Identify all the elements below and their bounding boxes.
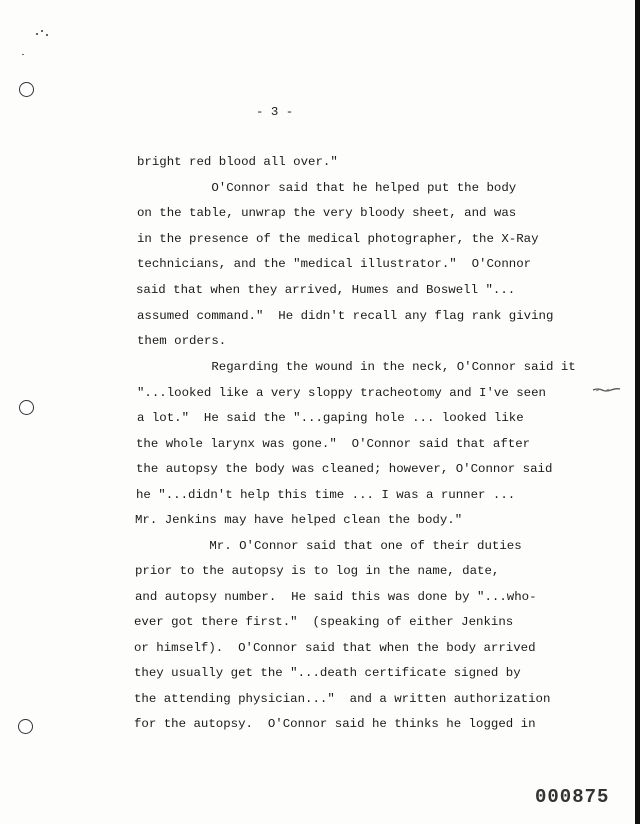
text-line: or himself). O'Connor said that when the body arrived bbox=[134, 641, 536, 655]
punch-hole-top bbox=[19, 82, 34, 97]
scan-speck bbox=[46, 34, 48, 36]
text-line: technicians, and the "medical illustrator." O'Connor bbox=[137, 257, 532, 271]
scan-speck bbox=[41, 30, 43, 32]
text-line: he "...didn't help this time ... I was a runner ... bbox=[136, 488, 516, 502]
scan-speck bbox=[36, 33, 38, 35]
text-line: they usually get the "...death certificate signed by bbox=[134, 666, 521, 680]
text-line: bright red blood all over." bbox=[137, 155, 338, 169]
text-line: O'Connor said that he helped put the body bbox=[137, 181, 517, 195]
text-line: the whole larynx was gone." O'Connor said that after bbox=[136, 437, 531, 451]
page-edge-shadow bbox=[635, 0, 640, 824]
punch-hole-bottom bbox=[18, 719, 33, 734]
text-line: prior to the autopsy is to log in the name, date, bbox=[135, 564, 500, 578]
scan-speck bbox=[22, 54, 24, 55]
bates-number: 000875 bbox=[535, 786, 610, 808]
punch-hole-middle bbox=[19, 400, 34, 415]
text-line: a lot." He said the "...gaping hole ... looked like bbox=[137, 411, 524, 425]
text-line: in the presence of the medical photographer, the X-Ray bbox=[137, 232, 539, 246]
text-line: Mr. O'Connor said that one of their duties bbox=[135, 539, 522, 553]
page-number: - 3 - bbox=[256, 105, 294, 119]
text-line: assumed command." He didn't recall any flag rank giving bbox=[137, 309, 554, 323]
text-line: on the table, unwrap the very bloody sheet, and was bbox=[137, 206, 517, 220]
text-line: "...looked like a very sloppy tracheotomy and I've seen bbox=[137, 386, 546, 400]
text-line: them orders. bbox=[137, 334, 227, 348]
text-line: the attending physician..." and a written authorization bbox=[134, 692, 551, 706]
text-line: Regarding the wound in the neck, O'Connor said it bbox=[137, 360, 576, 374]
text-line: the autopsy the body was cleaned; however, O'Connor said bbox=[136, 462, 553, 476]
text-line: ever got there first." (speaking of either Jenkins bbox=[134, 615, 514, 629]
text-line: for the autopsy. O'Connor said he thinks he logged in bbox=[134, 717, 536, 731]
margin-mark-icon bbox=[592, 387, 622, 393]
text-line: said that when they arrived, Humes and Boswell "... bbox=[136, 283, 516, 297]
text-line: and autopsy number. He said this was done by "...who- bbox=[135, 590, 537, 604]
text-line: Mr. Jenkins may have helped clean the body." bbox=[135, 513, 463, 527]
